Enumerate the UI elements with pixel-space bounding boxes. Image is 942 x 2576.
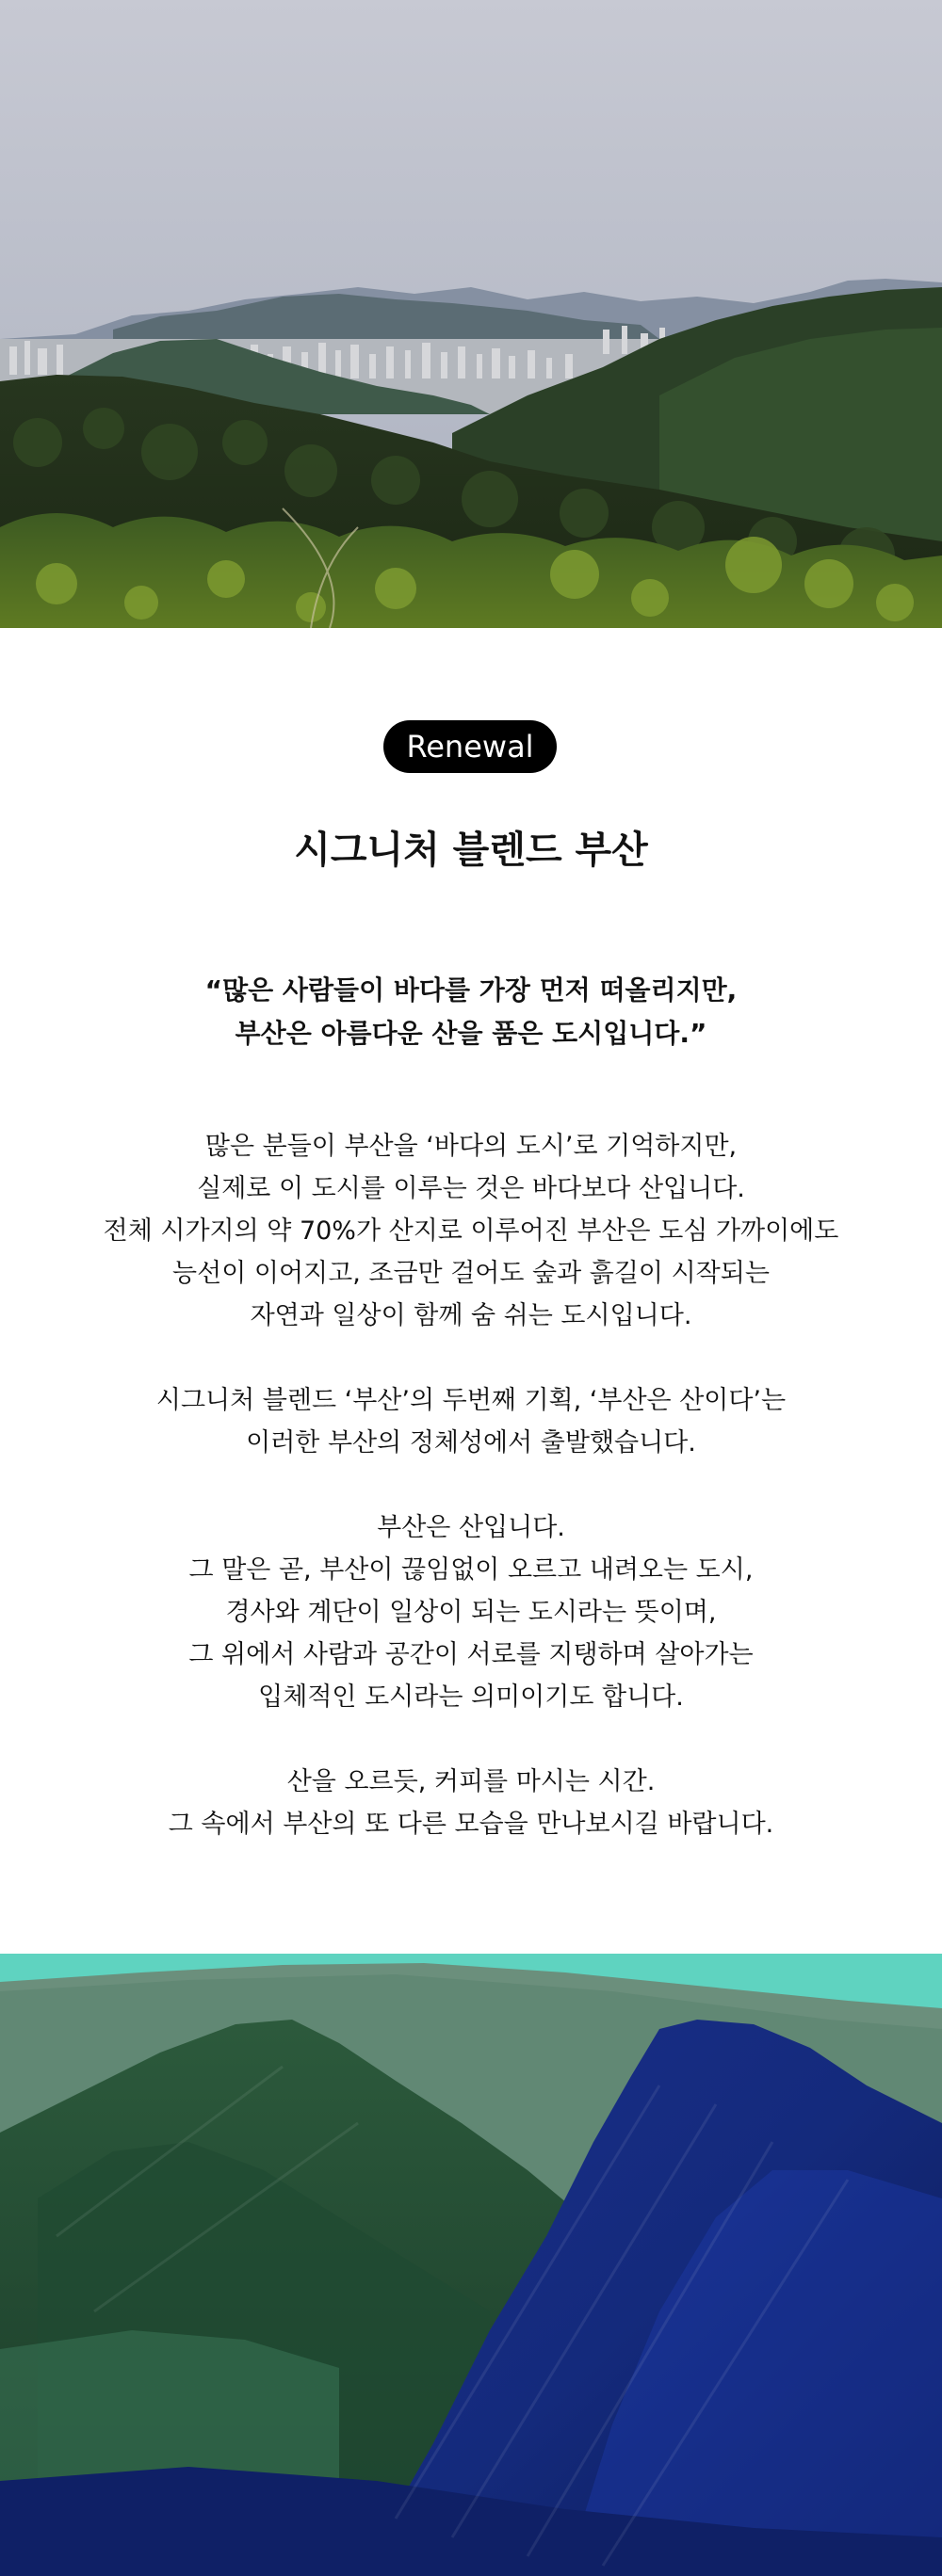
body-line: 실제로 이 도시를 이루는 것은 바다보다 산입니다.: [197, 1174, 745, 1203]
body-line: 그 말은 곧, 부산이 끊임없이 오르고 내려오는 도시,: [188, 1555, 754, 1585]
quote-line: “많은 사람들이 바다를 가장 먼저 떠올리지만,: [204, 974, 738, 1006]
body-line: 부산은 산입니다.: [377, 1513, 565, 1542]
paragraph-gap: [0, 1718, 942, 1761]
mountain-painting: [0, 1954, 942, 2576]
story-body: [0, 1125, 942, 1845]
hero-mountain-photo: [0, 0, 942, 628]
intro-quote: [0, 969, 942, 1055]
body-line: 산을 오르듯, 커피를 마시는 시간.: [286, 1767, 656, 1796]
paragraph-gap: [0, 1464, 942, 1506]
body-line: 능선이 이어지고, 조금만 걸어도 숲과 흙길이 시작되는: [172, 1259, 770, 1288]
body-line: 그 위에서 사람과 공간이 서로를 지탱하며 살아가는: [188, 1640, 754, 1669]
body-line: 그 속에서 부산의 또 다른 모습을 만나보시길 바랍니다.: [168, 1810, 774, 1839]
body-line: 자연과 일상이 함께 숨 쉬는 도시입니다.: [250, 1301, 692, 1330]
body-line: 많은 분들이 부산을 ‘바다의 도시’로 기억하지만,: [204, 1132, 738, 1161]
body-line: 전체 시가지의 약 70%가 산지로 이루어진 부산은 도심 가까이에도: [103, 1216, 839, 1246]
body-line: 경사와 계단이 일상이 되는 도시라는 뜻이며,: [225, 1598, 717, 1627]
paragraph-gap: [0, 1337, 942, 1379]
story-section: [0, 628, 942, 1954]
body-line: 입체적인 도시라는 의미이기도 합니다.: [258, 1682, 684, 1712]
page-title: 시그니처 블렌드 부산: [294, 829, 648, 872]
renewal-badge: Renewal: [383, 720, 557, 773]
quote-line: 부산은 아름다운 산을 품은 도시입니다.”: [235, 1018, 707, 1049]
body-line: 이러한 부산의 정체성에서 출발했습니다.: [246, 1428, 696, 1457]
body-line: 시그니처 블렌드 ‘부산’의 두번째 기획, ‘부산은 산이다’는: [155, 1386, 787, 1415]
